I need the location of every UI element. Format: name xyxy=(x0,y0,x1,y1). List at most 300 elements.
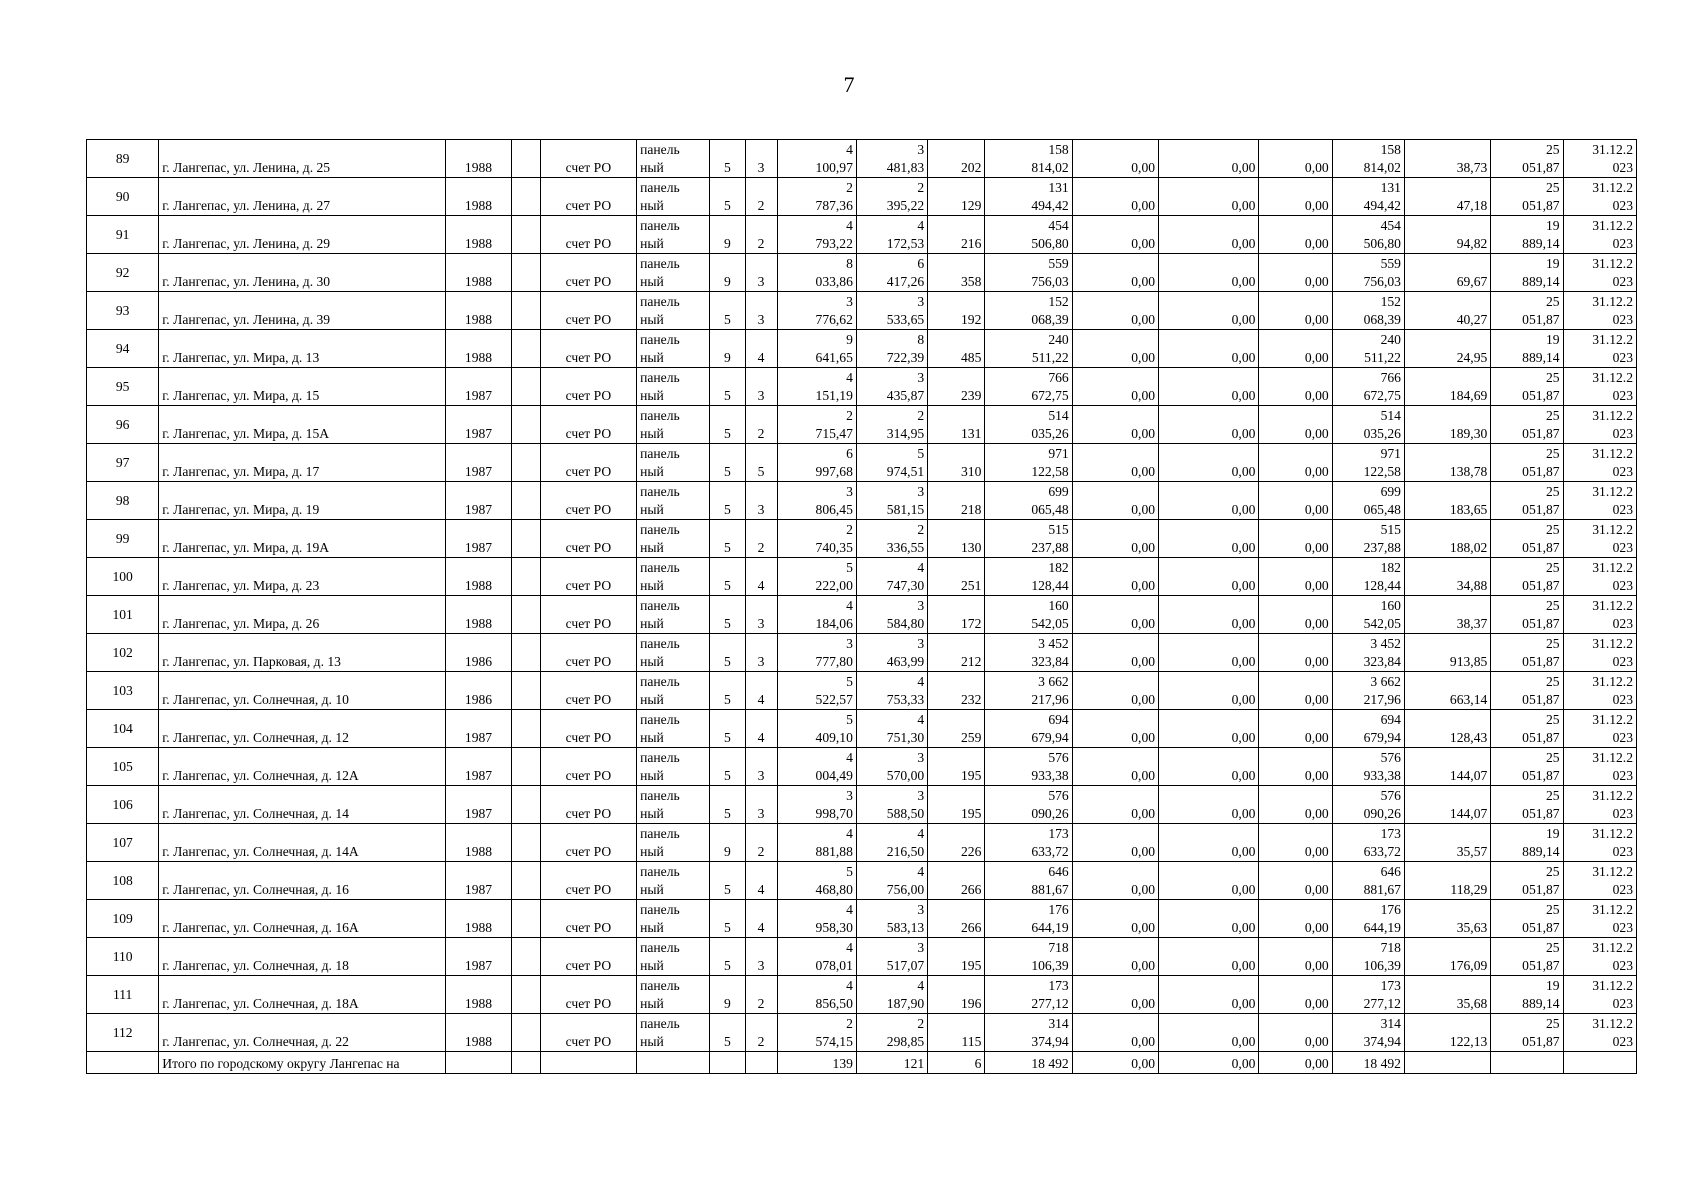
row-number: 105 xyxy=(87,748,159,786)
area-living-cell-line-2: 517,07 xyxy=(886,958,925,973)
row-number: 109 xyxy=(87,900,159,938)
address-cell: г. Лангепас, ул. Ленина, д. 29 xyxy=(159,216,446,254)
address-cell: г. Лангепас, ул. Мира, д. 26 xyxy=(159,596,446,634)
total-row xyxy=(87,1052,1637,1074)
cost-cell-line-2: 756,03 xyxy=(1031,274,1069,289)
area-living-cell xyxy=(856,330,927,368)
total-cell-line-1: 699 xyxy=(1380,484,1401,499)
cost-cell-line-2: 068,39 xyxy=(1031,312,1069,327)
fund-2-cell: 0,00 xyxy=(1159,634,1259,672)
cost-cell-line-2: 065,48 xyxy=(1031,502,1069,517)
cost-cell-line-1: 559 xyxy=(1048,256,1069,271)
area-living-cell xyxy=(856,444,927,482)
date-cell xyxy=(1563,482,1636,520)
cost-cell xyxy=(985,786,1072,824)
fund-2-cell: 0,00 xyxy=(1159,824,1259,862)
area-living-cell xyxy=(856,596,927,634)
fund-1-cell: 0,00 xyxy=(1072,596,1158,634)
address-cell: г. Лангепас, ул. Солнечная, д. 22 xyxy=(159,1014,446,1052)
total-cell-line-1: 176 xyxy=(1380,902,1401,917)
cost-cell xyxy=(985,330,1072,368)
area-living-cell xyxy=(856,824,927,862)
limit-cell-line-1: 19 xyxy=(1545,332,1560,347)
cost-cell xyxy=(985,216,1072,254)
date-cell-line-2: 023 xyxy=(1612,730,1633,745)
material-cell-line-1: панель xyxy=(640,522,680,537)
total-cell xyxy=(1332,520,1404,558)
table-row xyxy=(87,482,1637,520)
area-living-cell-line-1: 6 xyxy=(917,256,925,271)
area-total-cell-line-1: 2 xyxy=(846,1016,853,1031)
material-cell-line-1: панель xyxy=(640,788,680,803)
total-cell-line-2: 122,58 xyxy=(1363,464,1401,479)
limit-cell-line-2: 889,14 xyxy=(1522,844,1560,859)
material-cell-line-2: ный xyxy=(640,274,664,289)
fund-2-cell: 0,00 xyxy=(1159,710,1259,748)
unit-cost-cell: 118,29 xyxy=(1404,862,1490,900)
total-cell-line-2: 494,42 xyxy=(1363,198,1401,213)
total-cell-line-1: 971 xyxy=(1380,446,1401,461)
table-row xyxy=(87,748,1637,786)
area-total-cell xyxy=(777,1014,856,1052)
row-number: 90 xyxy=(87,178,159,216)
fund-1-cell: 0,00 xyxy=(1072,748,1158,786)
source-cell: счет РО xyxy=(540,786,636,824)
source-cell: счет РО xyxy=(540,520,636,558)
fund-1-cell: 0,00 xyxy=(1072,938,1158,976)
date-cell-line-2: 023 xyxy=(1612,882,1633,897)
table-row xyxy=(87,292,1637,330)
area-total-cell xyxy=(777,140,856,178)
empty-cell xyxy=(87,1052,159,1074)
limit-cell-line-1: 25 xyxy=(1545,370,1560,385)
total-cell xyxy=(1332,254,1404,292)
date-cell-line-2: 023 xyxy=(1612,274,1633,289)
empty-cell xyxy=(511,254,540,292)
fund-1-cell: 0,00 xyxy=(1072,824,1158,862)
area-living-cell-line-1: 4 xyxy=(917,560,925,575)
fund-2-cell: 0,00 xyxy=(1159,786,1259,824)
date-cell-line-1: 31.12.2 xyxy=(1592,1016,1633,1031)
floors-cell: 9 xyxy=(710,824,745,862)
date-cell-line-1: 31.12.2 xyxy=(1592,712,1633,727)
total-residents: 6 xyxy=(928,1052,985,1074)
area-living-cell-line-1: 3 xyxy=(917,370,925,385)
entrances-cell: 3 xyxy=(745,368,777,406)
date-cell xyxy=(1563,254,1636,292)
cost-cell-line-2: 542,05 xyxy=(1031,616,1069,631)
limit-cell-line-2: 051,87 xyxy=(1522,958,1560,973)
unit-cost-cell: 663,14 xyxy=(1404,672,1490,710)
date-cell-line-1: 31.12.2 xyxy=(1592,256,1633,271)
area-living-cell-line-1: 3 xyxy=(917,788,925,803)
limit-cell-line-2: 051,87 xyxy=(1522,426,1560,441)
fund-1-cell: 0,00 xyxy=(1072,900,1158,938)
total-cell-line-2: 323,84 xyxy=(1363,654,1401,669)
limit-cell-line-1: 25 xyxy=(1545,598,1560,613)
table-row xyxy=(87,672,1637,710)
entrances-cell: 4 xyxy=(745,710,777,748)
total-cell xyxy=(1332,672,1404,710)
area-living-cell xyxy=(856,862,927,900)
fund-3-cell: 0,00 xyxy=(1259,254,1332,292)
fund-3-cell: 0,00 xyxy=(1259,862,1332,900)
empty-cell xyxy=(511,1052,540,1074)
empty-cell xyxy=(511,596,540,634)
date-cell xyxy=(1563,520,1636,558)
material-cell-line-2: ный xyxy=(640,388,664,403)
area-living-cell xyxy=(856,634,927,672)
row-number: 89 xyxy=(87,140,159,178)
address-cell: г. Лангепас, ул. Солнечная, д. 14 xyxy=(159,786,446,824)
cost-cell-line-1: 3 662 xyxy=(1038,674,1069,689)
total-cell xyxy=(1332,786,1404,824)
address-cell: г. Лангепас, ул. Ленина, д. 39 xyxy=(159,292,446,330)
unit-cost-cell: 40,27 xyxy=(1404,292,1490,330)
date-cell-line-2: 023 xyxy=(1612,578,1633,593)
fund-3-cell: 0,00 xyxy=(1259,900,1332,938)
total-cell-line-1: 576 xyxy=(1380,750,1401,765)
entrances-cell: 2 xyxy=(745,824,777,862)
area-total-cell xyxy=(777,824,856,862)
area-living-cell-line-2: 584,80 xyxy=(886,616,925,631)
empty-cell xyxy=(1491,1052,1563,1074)
floors-cell: 5 xyxy=(710,368,745,406)
floors-cell: 9 xyxy=(710,330,745,368)
fund-1-cell: 0,00 xyxy=(1072,406,1158,444)
empty-cell xyxy=(511,900,540,938)
total-cell-line-2: 106,39 xyxy=(1363,958,1401,973)
fund-3-cell: 0,00 xyxy=(1259,938,1332,976)
area-total-cell-line-1: 2 xyxy=(846,408,853,423)
cost-cell-line-1: 699 xyxy=(1048,484,1069,499)
area-total-cell-line-1: 6 xyxy=(846,446,853,461)
area-total-cell-line-2: 641,65 xyxy=(815,350,853,365)
date-cell-line-1: 31.12.2 xyxy=(1592,864,1633,879)
area-total-cell xyxy=(777,710,856,748)
cost-cell-line-2: 881,67 xyxy=(1031,882,1069,897)
fund-2-cell: 0,00 xyxy=(1159,406,1259,444)
date-cell-line-1: 31.12.2 xyxy=(1592,940,1633,955)
material-cell-line-2: ный xyxy=(640,464,664,479)
area-total-cell-line-1: 2 xyxy=(846,180,853,195)
residents-cell: 266 xyxy=(928,862,985,900)
area-total-cell-line-2: 881,88 xyxy=(815,844,853,859)
total-cell-line-1: 454 xyxy=(1380,218,1401,233)
area-living-cell xyxy=(856,672,927,710)
date-cell-line-2: 023 xyxy=(1612,388,1633,403)
area-total-cell xyxy=(777,330,856,368)
date-cell xyxy=(1563,596,1636,634)
material-cell-line-1: панель xyxy=(640,180,680,195)
area-living-cell xyxy=(856,748,927,786)
limit-cell xyxy=(1491,444,1563,482)
material-cell-line-1: панель xyxy=(640,712,680,727)
fund-2-cell: 0,00 xyxy=(1159,672,1259,710)
table-row xyxy=(87,786,1637,824)
date-cell-line-1: 31.12.2 xyxy=(1592,332,1633,347)
area-living-cell-line-1: 2 xyxy=(917,180,925,195)
area-total-cell-line-1: 5 xyxy=(846,674,853,689)
area-total-cell-line-1: 5 xyxy=(846,864,853,879)
source-cell: счет РО xyxy=(540,862,636,900)
cost-cell xyxy=(985,140,1072,178)
entrances-cell: 3 xyxy=(745,482,777,520)
material-cell xyxy=(637,862,710,900)
fund-3-cell: 0,00 xyxy=(1259,748,1332,786)
address-cell: г. Лангепас, ул. Солнечная, д. 12 xyxy=(159,710,446,748)
material-cell-line-2: ный xyxy=(640,350,664,365)
fund-1-cell: 0,00 xyxy=(1072,444,1158,482)
entrances-cell: 3 xyxy=(745,748,777,786)
unit-cost-cell: 184,69 xyxy=(1404,368,1490,406)
date-cell-line-1: 31.12.2 xyxy=(1592,218,1633,233)
source-cell: счет РО xyxy=(540,292,636,330)
row-number: 99 xyxy=(87,520,159,558)
empty-cell xyxy=(511,748,540,786)
area-total-cell-line-2: 151,19 xyxy=(815,388,853,403)
date-cell-line-1: 31.12.2 xyxy=(1592,598,1633,613)
fund-1-cell: 0,00 xyxy=(1072,330,1158,368)
area-living-cell xyxy=(856,178,927,216)
cost-cell xyxy=(985,558,1072,596)
area-living-cell xyxy=(856,406,927,444)
floors-cell: 5 xyxy=(710,558,745,596)
date-cell xyxy=(1563,140,1636,178)
fund-2-cell: 0,00 xyxy=(1159,938,1259,976)
address-cell: г. Лангепас, ул. Мира, д. 19 xyxy=(159,482,446,520)
residents-cell: 212 xyxy=(928,634,985,672)
area-total-cell xyxy=(777,368,856,406)
table-row xyxy=(87,216,1637,254)
date-cell-line-1: 31.12.2 xyxy=(1592,484,1633,499)
date-cell xyxy=(1563,444,1636,482)
cost-cell-line-2: 374,94 xyxy=(1031,1034,1069,1049)
source-cell: счет РО xyxy=(540,140,636,178)
date-cell xyxy=(1563,368,1636,406)
fund-3-cell: 0,00 xyxy=(1259,596,1332,634)
total-cell xyxy=(1332,178,1404,216)
area-total-cell xyxy=(777,748,856,786)
limit-cell-line-2: 889,14 xyxy=(1522,274,1560,289)
row-number: 98 xyxy=(87,482,159,520)
area-living-cell-line-2: 570,00 xyxy=(886,768,925,783)
row-number: 108 xyxy=(87,862,159,900)
address-cell: г. Лангепас, ул. Ленина, д. 27 xyxy=(159,178,446,216)
fund-3-cell: 0,00 xyxy=(1259,520,1332,558)
fund-1-cell: 0,00 xyxy=(1072,558,1158,596)
area-total-cell-line-2: 776,62 xyxy=(815,312,853,327)
material-cell-line-2: ный xyxy=(640,198,664,213)
total-cell-line-2: 633,72 xyxy=(1363,844,1401,859)
address-cell: г. Лангепас, ул. Солнечная, д. 14А xyxy=(159,824,446,862)
source-cell: счет РО xyxy=(540,368,636,406)
total-cell xyxy=(1332,330,1404,368)
area-total-cell-line-1: 3 xyxy=(846,484,853,499)
cost-cell-line-2: 217,96 xyxy=(1031,692,1069,707)
cost-cell-line-2: 672,75 xyxy=(1031,388,1069,403)
cost-cell xyxy=(985,900,1072,938)
area-total-cell-line-1: 3 xyxy=(846,294,853,309)
date-cell xyxy=(1563,900,1636,938)
fund-3-cell: 0,00 xyxy=(1259,140,1332,178)
unit-cost-cell: 176,09 xyxy=(1404,938,1490,976)
area-total-cell-line-1: 4 xyxy=(846,978,853,993)
area-total-cell-line-2: 856,50 xyxy=(815,996,853,1011)
year-cell: 1986 xyxy=(446,672,511,710)
date-cell xyxy=(1563,938,1636,976)
area-total-cell-line-2: 078,01 xyxy=(815,958,853,973)
area-living-cell xyxy=(856,558,927,596)
cost-cell xyxy=(985,444,1072,482)
area-total-cell-line-1: 9 xyxy=(846,332,853,347)
area-total-cell-line-2: 004,49 xyxy=(815,768,853,783)
address-cell: г. Лангепас, ул. Солнечная, д. 18 xyxy=(159,938,446,976)
material-cell xyxy=(637,634,710,672)
year-cell: 1988 xyxy=(446,140,511,178)
area-total-cell-line-2: 806,45 xyxy=(815,502,853,517)
total-cell xyxy=(1332,824,1404,862)
source-cell: счет РО xyxy=(540,938,636,976)
area-total-cell-line-1: 4 xyxy=(846,902,853,917)
fund-1-cell: 0,00 xyxy=(1072,786,1158,824)
area-total-cell-line-1: 3 xyxy=(846,636,853,651)
row-number: 104 xyxy=(87,710,159,748)
floors-cell: 5 xyxy=(710,520,745,558)
material-cell-line-2: ный xyxy=(640,844,664,859)
entrances-cell: 4 xyxy=(745,672,777,710)
date-cell-line-1: 31.12.2 xyxy=(1592,142,1633,157)
unit-cost-cell: 913,85 xyxy=(1404,634,1490,672)
entrances-cell: 2 xyxy=(745,216,777,254)
row-number: 102 xyxy=(87,634,159,672)
area-total-cell-line-1: 5 xyxy=(846,560,853,575)
fund-1-cell: 0,00 xyxy=(1072,862,1158,900)
limit-cell xyxy=(1491,748,1563,786)
material-cell xyxy=(637,824,710,862)
floors-cell: 5 xyxy=(710,786,745,824)
total-cost: 18 492 xyxy=(985,1052,1072,1074)
floors-cell: 5 xyxy=(710,292,745,330)
year-cell: 1988 xyxy=(446,596,511,634)
empty-cell xyxy=(511,178,540,216)
fund-2-cell: 0,00 xyxy=(1159,292,1259,330)
address-cell: г. Лангепас, ул. Солнечная, д. 18А xyxy=(159,976,446,1014)
date-cell-line-2: 023 xyxy=(1612,1034,1633,1049)
limit-cell xyxy=(1491,710,1563,748)
limit-cell-line-2: 051,87 xyxy=(1522,692,1560,707)
date-cell-line-1: 31.12.2 xyxy=(1592,978,1633,993)
residents-cell: 310 xyxy=(928,444,985,482)
fund-2-cell: 0,00 xyxy=(1159,178,1259,216)
year-cell: 1988 xyxy=(446,254,511,292)
fund-2-cell: 0,00 xyxy=(1159,140,1259,178)
area-living-cell-line-1: 3 xyxy=(917,294,925,309)
total-cell-line-1: 559 xyxy=(1380,256,1401,271)
residents-cell: 195 xyxy=(928,938,985,976)
material-cell-line-2: ный xyxy=(640,882,664,897)
material-cell xyxy=(637,748,710,786)
area-living-cell-line-1: 3 xyxy=(917,484,925,499)
table-row xyxy=(87,368,1637,406)
date-cell-line-1: 31.12.2 xyxy=(1592,674,1633,689)
total-cell-line-1: 515 xyxy=(1380,522,1401,537)
area-total-cell-line-2: 222,00 xyxy=(815,578,853,593)
table-row xyxy=(87,178,1637,216)
area-total-cell xyxy=(777,558,856,596)
limit-cell xyxy=(1491,634,1563,672)
area-living-cell-line-2: 588,50 xyxy=(886,806,925,821)
area-total-cell xyxy=(777,254,856,292)
table-row xyxy=(87,862,1637,900)
area-living-cell-line-2: 395,22 xyxy=(886,198,925,213)
total-cell-line-2: 128,44 xyxy=(1363,578,1401,593)
fund-1-cell: 0,00 xyxy=(1072,216,1158,254)
material-cell-line-2: ный xyxy=(640,692,664,707)
total-cell-line-1: 3 662 xyxy=(1370,674,1401,689)
cost-cell xyxy=(985,938,1072,976)
cost-cell-line-1: 173 xyxy=(1048,978,1069,993)
total-fund-2: 0,00 xyxy=(1159,1052,1259,1074)
address-cell: г. Лангепас, ул. Ленина, д. 25 xyxy=(159,140,446,178)
area-total-cell-line-2: 777,80 xyxy=(815,654,853,669)
table-row xyxy=(87,710,1637,748)
total-cell-line-1: 694 xyxy=(1380,712,1401,727)
table-row xyxy=(87,558,1637,596)
total-cell-line-1: 182 xyxy=(1380,560,1401,575)
empty-cell xyxy=(1404,1052,1490,1074)
area-living-cell xyxy=(856,900,927,938)
cost-cell-line-1: 576 xyxy=(1048,750,1069,765)
source-cell: счет РО xyxy=(540,824,636,862)
floors-cell: 5 xyxy=(710,596,745,634)
limit-cell xyxy=(1491,672,1563,710)
floors-cell: 5 xyxy=(710,178,745,216)
year-cell: 1988 xyxy=(446,292,511,330)
residents-cell: 232 xyxy=(928,672,985,710)
area-living-cell-line-1: 3 xyxy=(917,940,925,955)
total-cell-line-2: 090,26 xyxy=(1363,806,1401,821)
table-row xyxy=(87,406,1637,444)
year-cell: 1988 xyxy=(446,330,511,368)
limit-cell xyxy=(1491,862,1563,900)
date-cell-line-1: 31.12.2 xyxy=(1592,826,1633,841)
address-cell: г. Лангепас, ул. Мира, д. 23 xyxy=(159,558,446,596)
fund-3-cell: 0,00 xyxy=(1259,178,1332,216)
material-cell xyxy=(637,596,710,634)
material-cell-line-1: панель xyxy=(640,446,680,461)
material-cell-line-1: панель xyxy=(640,864,680,879)
year-cell: 1988 xyxy=(446,976,511,1014)
source-cell: счет РО xyxy=(540,482,636,520)
area-total-cell-line-2: 997,68 xyxy=(815,464,853,479)
total-cell xyxy=(1332,482,1404,520)
address-cell: г. Лангепас, ул. Солнечная, д. 12А xyxy=(159,748,446,786)
area-living-cell xyxy=(856,254,927,292)
cost-cell-line-2: 633,72 xyxy=(1031,844,1069,859)
empty-cell xyxy=(511,292,540,330)
unit-cost-cell: 35,63 xyxy=(1404,900,1490,938)
material-cell-line-2: ный xyxy=(640,540,664,555)
area-living-cell-line-1: 4 xyxy=(917,864,925,879)
date-cell-line-2: 023 xyxy=(1612,654,1633,669)
area-living-cell xyxy=(856,368,927,406)
area-total-cell xyxy=(777,292,856,330)
date-cell-line-2: 023 xyxy=(1612,692,1633,707)
unit-cost-cell: 128,43 xyxy=(1404,710,1490,748)
table-row xyxy=(87,938,1637,976)
area-living-cell-line-2: 753,33 xyxy=(886,692,925,707)
